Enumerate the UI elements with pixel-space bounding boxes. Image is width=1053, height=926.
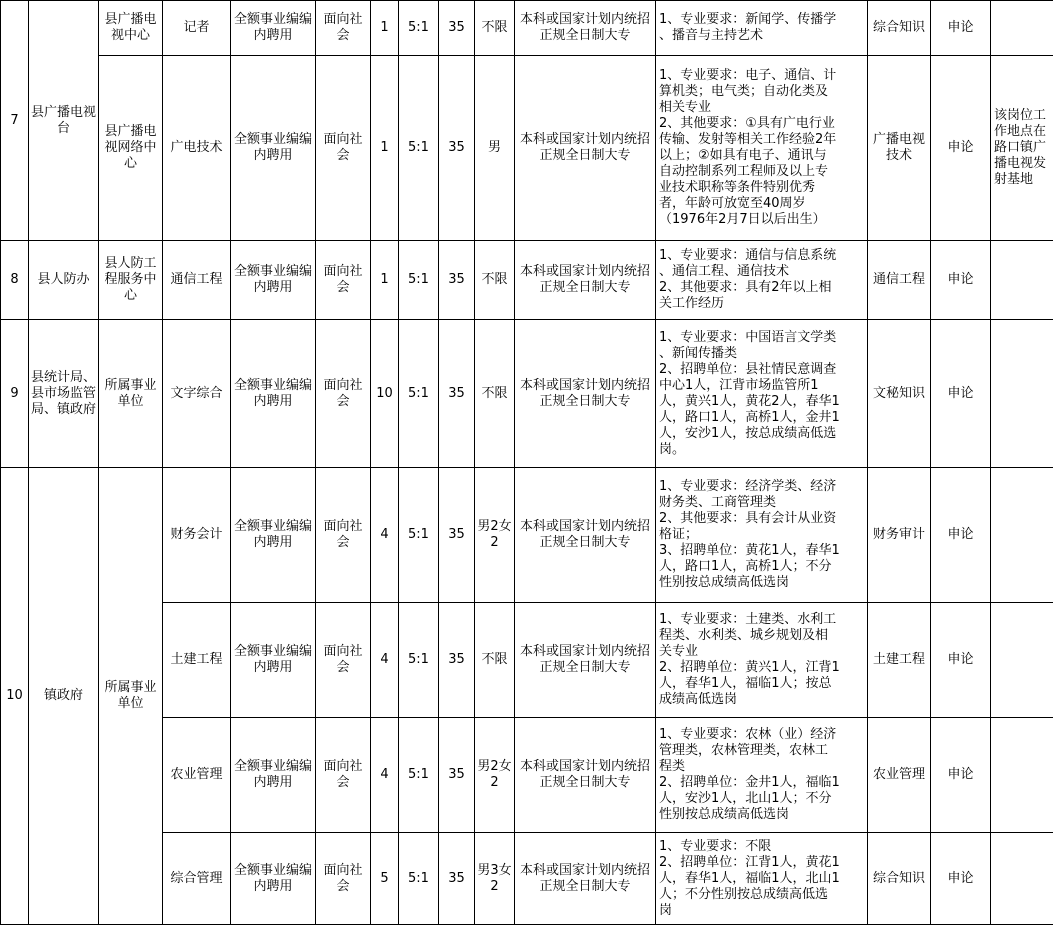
count-cell: 4 bbox=[371, 603, 399, 718]
education-cell: 本科或国家计划内统招正规全日制大专 bbox=[515, 56, 656, 241]
req-line: 人；不分性别按总成绩高低选 bbox=[659, 886, 829, 902]
target-cell: 面向社会 bbox=[316, 603, 371, 718]
req-line: 格证； bbox=[659, 527, 699, 542]
education-cell: 本科或国家计划内统招正规全日制大专 bbox=[515, 1, 656, 56]
education-cell: 本科或国家计划内统招正规全日制大专 bbox=[515, 603, 656, 718]
written-test-cell: 申论 bbox=[931, 320, 991, 468]
req-line: 人，路口1人，高桥1人；不分 bbox=[659, 559, 832, 574]
staffing-type-cell: 全额事业编编内聘用 bbox=[231, 1, 316, 56]
staffing-type-cell: 全额事业编编内聘用 bbox=[231, 468, 316, 603]
count-cell: 5 bbox=[371, 833, 399, 925]
requirements-cell bbox=[656, 1, 868, 56]
gender-cell: 不限 bbox=[475, 241, 515, 320]
age-cell: 35 bbox=[439, 833, 475, 925]
staffing-type-cell: 全额事业编编内聘用 bbox=[231, 320, 316, 468]
education-cell: 本科或国家计划内统招正规全日制大专 bbox=[515, 833, 656, 925]
seq-no-cell: 7 bbox=[1, 1, 29, 241]
req-line: 2、其他要求：具有2年以上相 bbox=[659, 280, 832, 295]
req-line: 1、专业要求：电子、通信、计 bbox=[659, 68, 837, 83]
ratio-cell: 5:1 bbox=[399, 603, 439, 718]
table-row bbox=[1, 241, 1053, 320]
req-line: 岗。 bbox=[659, 441, 686, 457]
written-test-cell: 申论 bbox=[931, 718, 991, 833]
req-line: 2、其他要求：具有会计从业资 bbox=[659, 511, 837, 526]
requirements-cell bbox=[656, 241, 868, 320]
gender-cell: 不限 bbox=[475, 603, 515, 718]
post-cell: 文字综合 bbox=[163, 320, 231, 468]
seq-no-cell: 10 bbox=[1, 468, 29, 925]
staffing-type-cell: 全额事业编编内聘用 bbox=[231, 603, 316, 718]
table-row bbox=[1, 320, 1053, 468]
req-line: 管理类，农林管理类，农林工 bbox=[659, 743, 829, 758]
target-cell: 面向社会 bbox=[316, 1, 371, 56]
written-test-cell: 申论 bbox=[931, 56, 991, 241]
req-line: 程类 bbox=[659, 759, 686, 774]
count-cell: 4 bbox=[371, 468, 399, 603]
education-cell: 本科或国家计划内统招正规全日制大专 bbox=[515, 320, 656, 468]
dept-cell: 所属事业单位 bbox=[99, 468, 163, 925]
req-line: 3、招聘单位：黄花1人，春华1 bbox=[659, 543, 840, 558]
ratio-cell: 5:1 bbox=[399, 241, 439, 320]
req-line: 、通信工程、通信技术 bbox=[659, 264, 790, 279]
note-cell bbox=[991, 241, 1053, 320]
ratio-cell: 5:1 bbox=[399, 56, 439, 241]
req-line: 2、招聘单位：县社情民意调查 bbox=[659, 361, 837, 377]
req-line: （1976年2月7日以后出生） bbox=[659, 212, 826, 227]
target-cell: 面向社会 bbox=[316, 241, 371, 320]
gender-cell: 男2女2 bbox=[475, 718, 515, 833]
exam-subject-cell: 综合知识 bbox=[868, 833, 931, 925]
req-line: 1、专业要求：经济学类、经济 bbox=[659, 479, 837, 494]
target-cell: 面向社会 bbox=[316, 56, 371, 241]
gender-cell: 不限 bbox=[475, 1, 515, 56]
age-cell: 35 bbox=[439, 468, 475, 603]
req-line: 1、专业要求：通信与信息系统 bbox=[659, 248, 837, 263]
education-cell: 本科或国家计划内统招正规全日制大专 bbox=[515, 241, 656, 320]
post-cell: 通信工程 bbox=[163, 241, 231, 320]
table-row bbox=[1, 468, 1053, 603]
req-line: 2、招聘单位：黄兴1人，江背1 bbox=[659, 660, 840, 675]
note-cell bbox=[991, 1, 1053, 56]
education-cell: 本科或国家计划内统招正规全日制大专 bbox=[515, 718, 656, 833]
req-line: 成绩高低选岗 bbox=[659, 692, 738, 707]
target-cell: 面向社会 bbox=[316, 833, 371, 925]
post-cell: 广电技术 bbox=[163, 56, 231, 241]
seq-no-cell: 8 bbox=[1, 241, 29, 320]
req-line: 关工作经历 bbox=[659, 296, 725, 311]
written-test-cell: 申论 bbox=[931, 1, 991, 56]
written-test-cell: 申论 bbox=[931, 833, 991, 925]
hiring-unit-cell: 县人防办 bbox=[29, 241, 99, 320]
req-line: 、播音与主持艺术 bbox=[659, 28, 764, 43]
table-row bbox=[1, 1, 1053, 56]
req-line: 2、其他要求：①具有广电行业 bbox=[659, 116, 835, 131]
staffing-type-cell: 全额事业编编内聘用 bbox=[231, 241, 316, 320]
req-line: 2、招聘单位：金井1人，福临1 bbox=[659, 775, 840, 790]
exam-subject-cell: 财务审计 bbox=[868, 468, 931, 603]
target-cell: 面向社会 bbox=[316, 718, 371, 833]
req-line: 财务类、工商管理类 bbox=[659, 495, 777, 510]
count-cell: 1 bbox=[371, 56, 399, 241]
target-cell: 面向社会 bbox=[316, 320, 371, 468]
exam-subject-cell: 通信工程 bbox=[868, 241, 931, 320]
note-cell bbox=[991, 603, 1053, 718]
req-line: 传输、发射等相关工作经验2年 bbox=[659, 132, 837, 147]
req-line: 1、专业要求：不限 bbox=[659, 838, 772, 854]
post-cell: 土建工程 bbox=[163, 603, 231, 718]
req-line: 者，年龄可放宽至40周岁 bbox=[659, 196, 806, 211]
post-cell: 综合管理 bbox=[163, 833, 231, 925]
hiring-unit-cell: 镇政府 bbox=[29, 468, 99, 925]
req-line: 相关专业 bbox=[659, 100, 712, 115]
req-line: 人，安沙1人，北山1人；不分 bbox=[659, 791, 832, 806]
req-line: 程类、水利类、城乡规划及相 bbox=[659, 628, 829, 643]
education-cell: 本科或国家计划内统招正规全日制大专 bbox=[515, 468, 656, 603]
req-line: 、新闻传播类 bbox=[659, 345, 738, 361]
req-line: 业技术职称等条件特别优秀 bbox=[659, 180, 816, 195]
seq-no-cell: 9 bbox=[1, 320, 29, 468]
gender-cell: 男2女2 bbox=[475, 468, 515, 603]
req-line: 算机类；电气类；自动化类及 bbox=[659, 84, 829, 99]
ratio-cell: 5:1 bbox=[399, 320, 439, 468]
req-line: 自动控制系列工程师及以上专 bbox=[659, 164, 829, 179]
req-line: 中心1人，江背市场监管所1 bbox=[659, 377, 819, 393]
age-cell: 35 bbox=[439, 718, 475, 833]
exam-subject-cell: 农业管理 bbox=[868, 718, 931, 833]
age-cell: 35 bbox=[439, 320, 475, 468]
age-cell: 35 bbox=[439, 603, 475, 718]
exam-subject-cell: 文秘知识 bbox=[868, 320, 931, 468]
gender-cell: 不限 bbox=[475, 320, 515, 468]
ratio-cell: 5:1 bbox=[399, 1, 439, 56]
req-line: 2、招聘单位：江背1人，黄花1 bbox=[659, 854, 840, 870]
note-cell bbox=[991, 468, 1053, 603]
table-row bbox=[1, 56, 1053, 241]
requirements-cell bbox=[656, 833, 868, 925]
age-cell: 35 bbox=[439, 56, 475, 241]
post-cell: 财务会计 bbox=[163, 468, 231, 603]
requirements-cell bbox=[656, 56, 868, 241]
age-cell: 35 bbox=[439, 241, 475, 320]
dept-cell: 所属事业单位 bbox=[99, 320, 163, 468]
staffing-type-cell: 全额事业编编内聘用 bbox=[231, 833, 316, 925]
hiring-unit-cell: 县广播电视台 bbox=[29, 1, 99, 241]
staffing-type-cell: 全额事业编编内聘用 bbox=[231, 56, 316, 241]
staffing-type-cell: 全额事业编编内聘用 bbox=[231, 718, 316, 833]
age-cell: 35 bbox=[439, 1, 475, 56]
count-cell: 1 bbox=[371, 241, 399, 320]
dept-cell: 县广播电视网络中心 bbox=[99, 56, 163, 241]
note-cell: 该岗位工作地点在路口镇广播电视发射基地 bbox=[991, 56, 1053, 241]
post-cell: 农业管理 bbox=[163, 718, 231, 833]
req-line: 人，黄兴1人，黄花2人，春华1 bbox=[659, 393, 840, 409]
req-line: 人，路口1人，高桥1人，金井1 bbox=[659, 409, 840, 425]
req-line: 性别按总成绩高低选岗 bbox=[659, 575, 790, 590]
post-cell: 记者 bbox=[163, 1, 231, 56]
req-line: 人，安沙1人，按总成绩高低选 bbox=[659, 425, 837, 441]
req-line: 关专业 bbox=[659, 644, 699, 659]
written-test-cell: 申论 bbox=[931, 468, 991, 603]
req-line: 1、专业要求：农林（业）经济 bbox=[659, 727, 837, 742]
gender-cell: 男3女2 bbox=[475, 833, 515, 925]
dept-cell: 县人防工程服务中心 bbox=[99, 241, 163, 320]
written-test-cell: 申论 bbox=[931, 603, 991, 718]
ratio-cell: 5:1 bbox=[399, 833, 439, 925]
exam-subject-cell: 广播电视技术 bbox=[868, 56, 931, 241]
req-line: 人，春华1人，福临1人；按总 bbox=[659, 676, 832, 691]
req-line: 1、专业要求：中国语言文学类 bbox=[659, 329, 837, 345]
note-cell bbox=[991, 833, 1053, 925]
req-line: 以上；②如具有电子、通讯与 bbox=[659, 148, 827, 163]
count-cell: 1 bbox=[371, 1, 399, 56]
count-cell: 10 bbox=[371, 320, 399, 468]
dept-cell: 县广播电视中心 bbox=[99, 1, 163, 56]
req-line: 1、专业要求：新闻学、传播学 bbox=[659, 12, 837, 27]
requirements-cell bbox=[656, 320, 868, 468]
exam-subject-cell: 土建工程 bbox=[868, 603, 931, 718]
requirements-cell bbox=[656, 718, 868, 833]
req-line: 岗 bbox=[659, 902, 673, 918]
req-line: 人，春华1人，福临1人，北山1 bbox=[659, 870, 840, 886]
note-cell bbox=[991, 320, 1053, 468]
gender-cell: 男 bbox=[475, 56, 515, 241]
req-line: 1、专业要求：土建类、水利工 bbox=[659, 612, 837, 627]
requirements-cell bbox=[656, 468, 868, 603]
target-cell: 面向社会 bbox=[316, 468, 371, 603]
requirements-cell bbox=[656, 603, 868, 718]
note-cell bbox=[991, 718, 1053, 833]
req-line: 性别按总成绩高低选岗 bbox=[659, 807, 790, 822]
ratio-cell: 5:1 bbox=[399, 718, 439, 833]
hiring-unit-cell: 县统计局、县市场监管局、镇政府 bbox=[29, 320, 99, 468]
exam-subject-cell: 综合知识 bbox=[868, 1, 931, 56]
count-cell: 4 bbox=[371, 718, 399, 833]
written-test-cell: 申论 bbox=[931, 241, 991, 320]
ratio-cell: 5:1 bbox=[399, 468, 439, 603]
